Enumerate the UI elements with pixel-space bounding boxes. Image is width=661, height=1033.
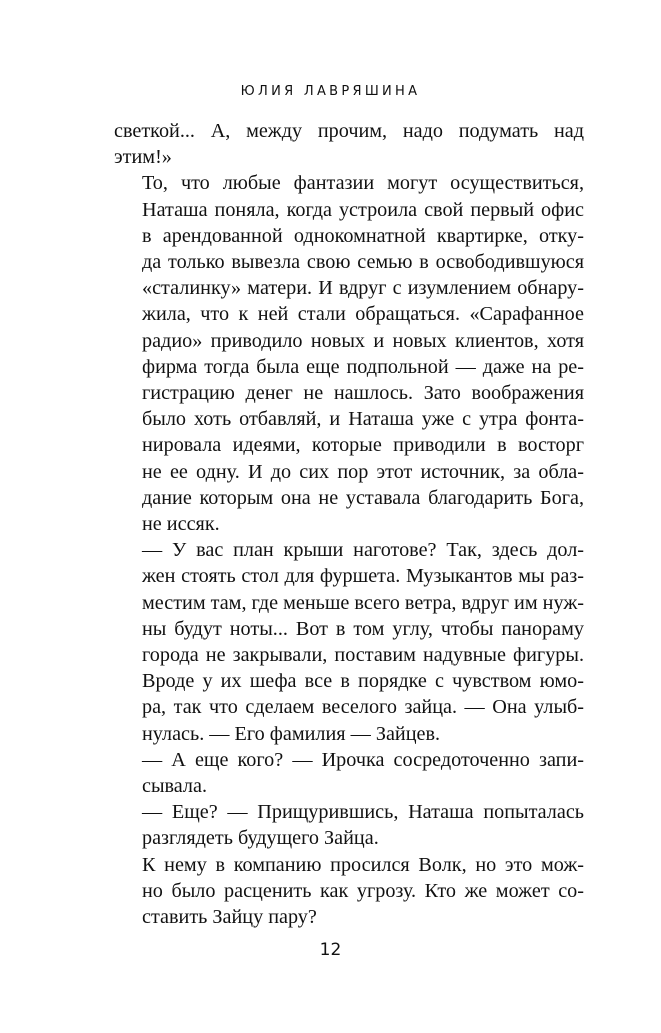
body-text [114,118,584,930]
text-line: гистрацию денег не нашлось. Зато воображения [142,382,584,405]
text-line: не ее одну. И до сих пор этот источник, за обла- [142,460,584,483]
text-line: этим!» [114,146,172,169]
text-line: ра, так что сделаем веселого зайца. — Она улыб- [142,696,584,719]
paragraph [114,799,584,851]
text-line: в арендованной однокомнатной квартирке, отку- [142,224,584,247]
text-line: сывала. [142,775,208,798]
text-line: радио» приводило новых и новых клиентов, хотя [142,329,584,352]
text-line: Вроде у их шефа все в порядке с чувством юмо- [142,670,584,693]
text-line: То, что любые фантазии могут осуществиться, [142,172,584,195]
text-line: ны будут ноты... Вот в том углу, чтобы панораму [142,617,584,640]
paragraph [114,852,584,931]
text-line: нировала идеями, которые приводили в восторг [142,434,584,457]
paragraph [114,118,584,170]
text-line: не иссяк. [142,513,220,536]
paragraph [114,170,584,537]
text-line: — А еще кого? — Ирочка сосредоточенно запи- [142,748,584,771]
text-line: К нему в компанию просился Волк, но это мож- [142,853,584,876]
text-line: местим там, где меньше всего ветра, вдруг им нуж- [142,591,584,614]
text-line: разглядеть будущего Зайца. [142,827,379,850]
text-line: «сталинку» матери. И вдруг с изумлением обнару- [142,277,584,300]
paragraph [114,537,584,747]
text-line: было хоть отбавляй, и Наташа уже с утра фонта- [142,408,584,431]
text-line: жила, что к ней стали обращаться. «Сарафанное [142,303,584,326]
paragraph [114,747,584,799]
page-number: 12 [319,940,342,960]
text-line: дание которым она не уставала благодарить Бога, [142,486,584,509]
text-line: города не закрывали, поставим надувные фигуры. [142,644,584,667]
text-line: Наташа поняла, когда устроила свой первый офис [142,198,584,221]
text-line: нулась. — Его фамилия — Зайцев. [142,722,441,745]
text-line: ставить Зайцу пару? [142,906,317,929]
text-line: жен стоять стол для фуршета. Музыкантов мы раз- [142,565,584,588]
running-head: ЮЛИЯ ЛАВРЯШИНА [240,84,421,99]
text-line: светкой... А, между прочим, надо подумать над [114,120,584,142]
text-line: да только вывезла свою семью в освободившуюся [142,251,584,274]
text-line: фирма тогда была еще подпольной — даже на ре- [142,355,584,378]
text-line: — Еще? — Прищурившись, Наташа попыталась [142,801,584,824]
text-line: но было расценить как угрозу. Кто же может со- [142,879,584,902]
text-line: — У вас план крыши наготове? Так, здесь дол- [142,539,584,562]
